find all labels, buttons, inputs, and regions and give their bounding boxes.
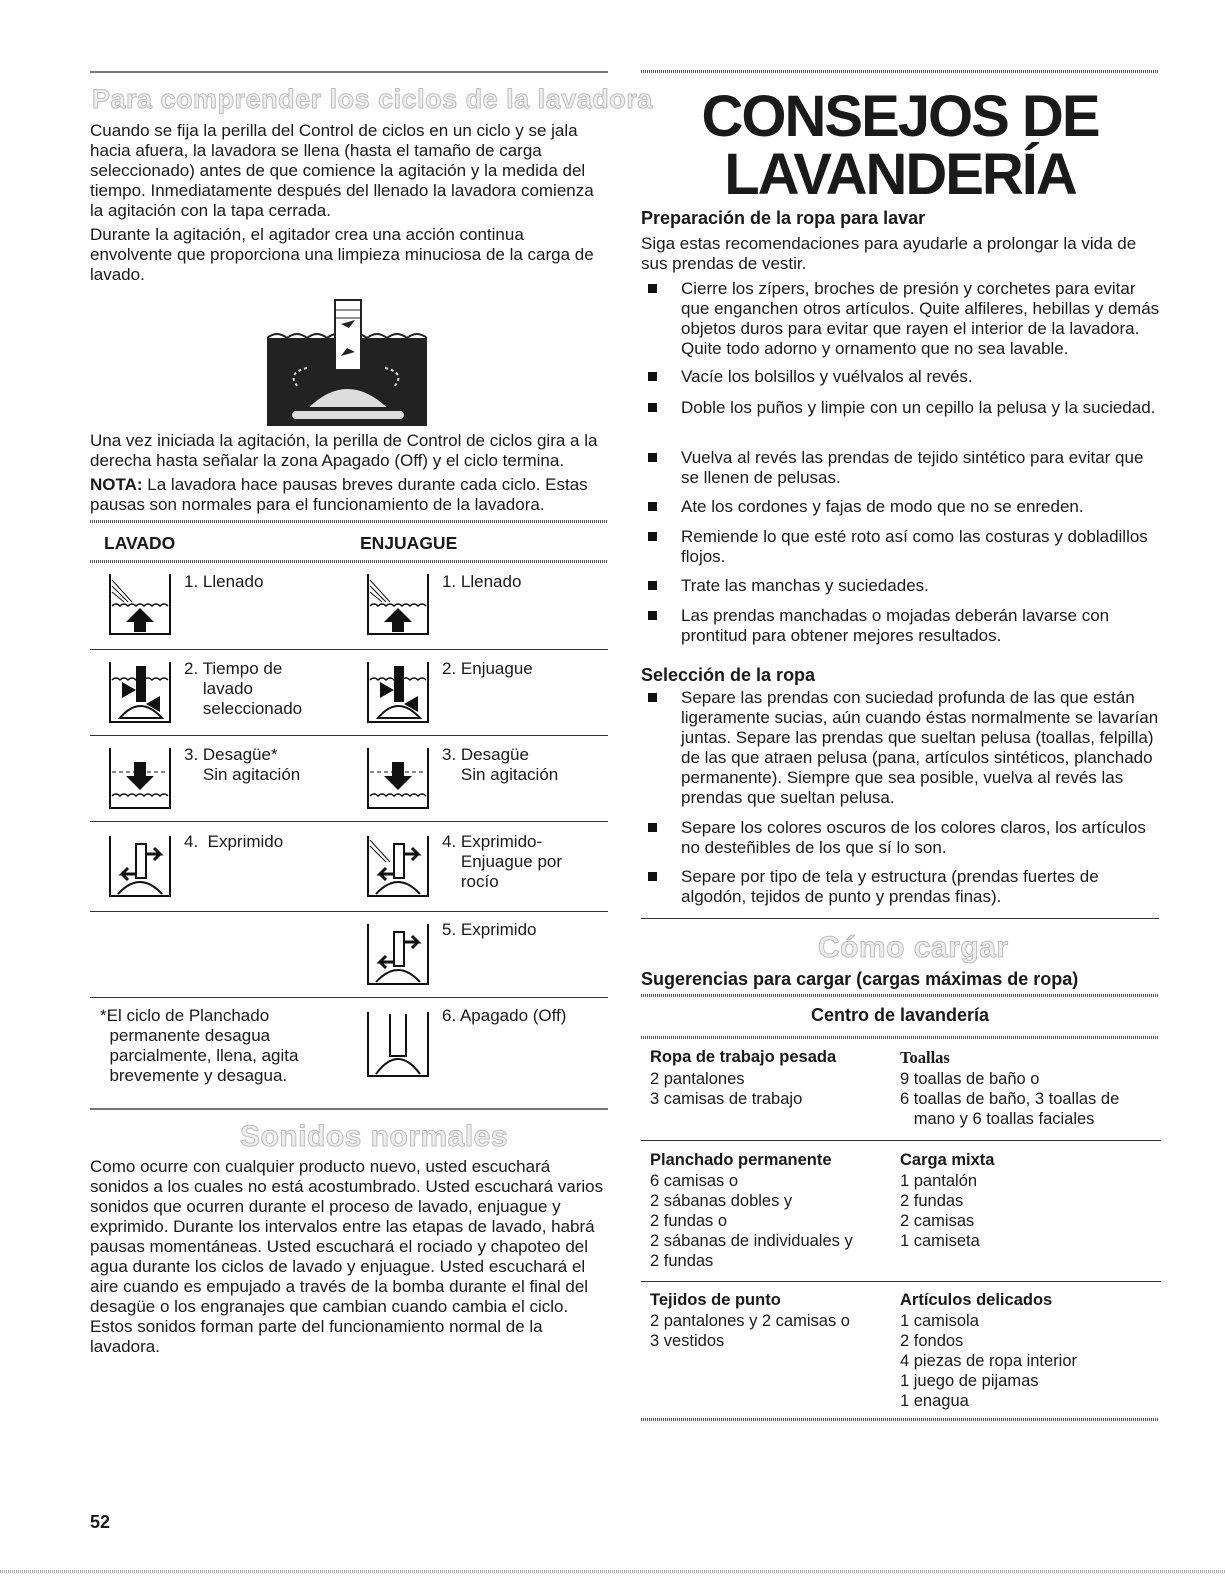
- bullet-square-icon: [648, 581, 657, 590]
- bullet-square-icon: [648, 532, 657, 541]
- nota-text: La lavadora hace pausas breves durante cada ciclo. Estas pausas son normales para el funcionamiento de la lavadora.: [90, 475, 588, 514]
- page-title: [641, 84, 1159, 207]
- agitate-icon: [108, 660, 172, 724]
- loading-top-rule: [641, 918, 1159, 919]
- sounds-title: Sonidos normales: [240, 1120, 509, 1153]
- loading-title: Cómo cargar: [818, 931, 1009, 964]
- bullet-square-icon: [648, 372, 657, 381]
- bullet-square-icon: [648, 502, 657, 511]
- bullet-text: Remiende lo que esté roto así como las costuras y dobladillos flojos.: [681, 527, 1148, 566]
- loading-row-divider: [641, 1140, 1161, 1141]
- wash-column-header: LAVADO: [104, 533, 176, 553]
- top-rule-right: [641, 70, 1159, 73]
- rinse-step-5: 5. Exprimido: [442, 920, 537, 939]
- laundry-center-subheading: Centro de lavandería: [810, 1005, 990, 1025]
- load-title-mixed: Carga mixta: [900, 1151, 995, 1169]
- bullet-square-icon: [648, 403, 657, 412]
- bullet-text: Las prendas manchadas o mojadas deberán lavarse con prontitud para obtener mejores resultados.: [681, 606, 1110, 645]
- load-items-heavy-work: 2 pantalones 3 camisas de trabajo: [650, 1070, 803, 1108]
- page-title-line-2: LAVANDERÍA: [724, 142, 1076, 207]
- table-row-divider: [90, 735, 608, 736]
- section-title-cycles: Para comprender los ciclos de la lavadora: [92, 84, 653, 114]
- bullet-text: Separe los colores oscuros de los colores claros, los artículos no desteñibles de los que sí lo son.: [681, 818, 1146, 857]
- table-header-rule: [90, 560, 608, 563]
- table-row-divider: [90, 649, 608, 650]
- bullet-text: Separe por tipo de tela y estructura (prendas fuertes de algodón, tejidos de punto y prendas finas).: [681, 867, 1099, 906]
- bullet-text: Vacíe los bolsillos y vuélvalos al revés.: [681, 367, 973, 386]
- bullet-text: Cierre los zípers, broches de presión y corchetes para evitar que enganchen otros artículos. Quite alfileres, hebillas y demás objetos duros para evitar que rayen el interior de la lavadora. Quite todo adorno y ornamento que no sea lavable.: [681, 279, 1160, 358]
- load-title-delicates: Artículos delicados: [900, 1291, 1053, 1309]
- load-items-knits: 2 pantalones y 2 camisas o 3 vestidos: [650, 1312, 850, 1350]
- table-row-divider: [90, 911, 608, 912]
- loading-table-bottom-rule: [641, 1418, 1159, 1421]
- intro-paragraph-2: Durante la agitación, el agitador crea una acción continua envolvente que proporciona una limpieza minuciosa de la carga de lavado.: [90, 225, 594, 284]
- fill-icon: [366, 572, 430, 636]
- table-top-rule: [90, 520, 608, 523]
- bullet-text: Trate las manchas y suciedades.: [681, 576, 929, 595]
- rinse-step-4: 4. Exprimido- Enjuague por rocío: [442, 832, 563, 891]
- load-items-mixed: 1 pantalón 2 fundas 2 camisas 1 camiseta: [900, 1172, 980, 1250]
- bullet-text: Vuelva al revés las prendas de tejido sintético para evitar que se llenen de pelusas.: [681, 448, 1144, 487]
- nota-label: NOTA:: [90, 475, 143, 494]
- loading-heading: Sugerencias para cargar (cargas máximas de ropa): [641, 969, 1079, 989]
- bullet-text: Separe las prendas con suciedad profunda de las que están ligeramente sucias, aún cuando éstas normalmente se lavarían juntas. Separe las prendas que sueltan pelusa (toallas, felpilla) de las que atraen pelusa (pana, artículos sintéticos, planchado permanente). Siempre que sea posible, vuelva al revés las prendas que sueltan pelusa.: [681, 688, 1159, 807]
- bullet-square-icon: [648, 823, 657, 832]
- rinse-step-2: 2. Enjuague: [442, 659, 533, 678]
- drain-icon: [366, 746, 430, 810]
- fill-icon: [108, 572, 172, 636]
- drain-icon: [108, 746, 172, 810]
- rinse-column-header: ENJUAGUE: [360, 533, 458, 553]
- permanent-press-footnote: *El ciclo de Planchado permanente desagua parcialmente, llena, agita brevemente y desagua.: [100, 1006, 299, 1085]
- after-agitation-paragraph: Una vez iniciada la agitación, la perilla de Control de ciclos gira a la derecha hasta señalar la zona Apagado (Off) y el ciclo termina.: [90, 431, 598, 470]
- wash-step-1: 1. Llenado: [184, 572, 264, 591]
- top-rule-left: [90, 71, 608, 73]
- rinse-step-3: 3. Desagüe Sin agitación: [442, 745, 559, 784]
- sounds-paragraph: Como ocurre con cualquier producto nuevo, usted escuchará sonidos a los cuales no está acostumbrado. Usted escuchará varios sonidos que ocurren durante el proceso de lavado, enjuague y exprimido. Durante los intervalos entre las etapas de lavado, habrá pausas momentáneas. Usted escuchará el rociado y chapoteo del agua durante los ciclos de lavado y enjuague. Usted escuchará el aire cuando es empujado a través de la bomba durante el final del desagüe o los engranajes que cambian cuando cambia el ciclo. Estos sonidos forman parte del funcionamiento normal de la lavadora.: [90, 1157, 604, 1356]
- nota-paragraph: [90, 475, 610, 515]
- agitate-icon: [366, 660, 430, 724]
- sounds-top-rule: [90, 1108, 608, 1110]
- page-title-line-1: CONSEJOS DE: [701, 84, 1099, 149]
- load-title-permanent-press: Planchado permanente: [650, 1151, 832, 1169]
- loading-row-divider: [641, 1281, 1161, 1282]
- bullet-text: Doble los puños y limpie con un cepillo la pelusa y la suciedad.: [681, 398, 1156, 417]
- bullet-square-icon: [648, 453, 657, 462]
- bullet-square-icon: [648, 693, 657, 702]
- spin-icon: [366, 922, 430, 986]
- bullet-square-icon: [648, 872, 657, 881]
- intro-paragraph-1: Cuando se fija la perilla del Control de ciclos en un ciclo y se jala hacia afuera, la lavadora se llena (hasta el tamaño de carga seleccionado) antes de que comience la agitación y la medida del tiempo. Inmediatamente después del llenado la lavadora comienza la agitación con la tapa cerrada.: [90, 121, 594, 220]
- wash-step-4: 4. Exprimido: [184, 832, 284, 851]
- spray-rinse-spin-icon: [366, 834, 430, 898]
- rinse-step-6: 6. Apagado (Off): [442, 1006, 567, 1025]
- table-row-divider: [90, 997, 608, 998]
- page-number: 52: [90, 1512, 111, 1532]
- prep-heading: Preparación de la ropa para lavar: [641, 208, 926, 228]
- off-icon: [366, 1010, 430, 1080]
- bullet-text: Ate los cordones y fajas de modo que no se enreden.: [681, 497, 1084, 516]
- loading-table-top-rule: [641, 1036, 1159, 1039]
- bullet-square-icon: [648, 284, 657, 293]
- table-row-divider: [90, 821, 608, 822]
- spin-icon: [108, 834, 172, 898]
- load-title-heavy-work: Ropa de trabajo pesada: [650, 1048, 837, 1066]
- load-title-knits: Tejidos de punto: [650, 1291, 781, 1309]
- agitator-illustration: [267, 298, 427, 426]
- rinse-step-1: 1. Llenado: [442, 572, 522, 591]
- loading-heading-rule: [641, 994, 1159, 997]
- load-items-delicates: 1 camisola 2 fondos 4 piezas de ropa interior 1 juego de pijamas 1 enagua: [900, 1312, 1078, 1410]
- wash-step-2: 2. Tiempo de lavado seleccionado: [184, 659, 303, 718]
- bullet-square-icon: [648, 611, 657, 620]
- load-title-towels: Toallas: [900, 1048, 950, 1067]
- selection-heading: Selección de la ropa: [641, 665, 816, 685]
- wash-step-3: 3. Desagüe* Sin agitación: [184, 745, 301, 784]
- load-items-permanent-press: 6 camisas o 2 sábanas dobles y 2 fundas o 2 sábanas de individuales y 2 fundas: [650, 1172, 853, 1270]
- load-items-towels: 9 toallas de baño o 6 toallas de baño, 3 toallas de mano y 6 toallas faciales: [900, 1070, 1120, 1128]
- prep-intro: Siga estas recomendaciones para ayudarle a prolongar la vida de sus prendas de vestir.: [641, 234, 1137, 273]
- page-bottom-edge: [0, 1570, 1225, 1573]
